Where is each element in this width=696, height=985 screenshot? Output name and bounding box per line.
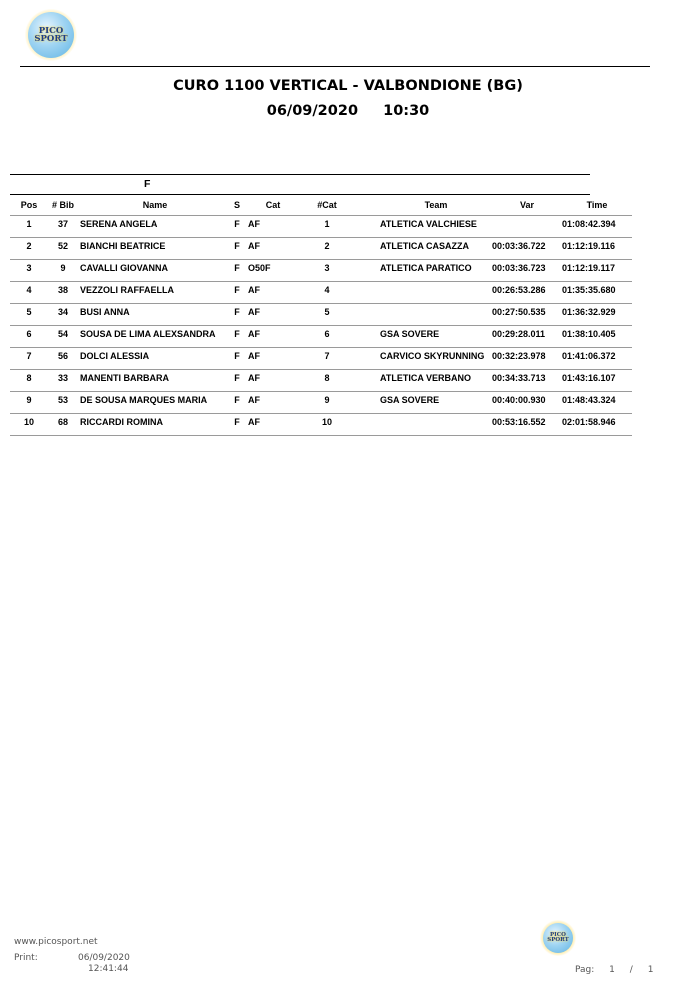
cell-var: 00:32:23.978 — [492, 351, 546, 361]
cell-sex: F — [234, 219, 240, 229]
table-row — [10, 392, 632, 414]
cell-pos: 8 — [26, 373, 32, 383]
cell-team: ATLETICA PARATICO — [380, 263, 472, 273]
cell-sex: F — [234, 351, 240, 361]
footer-print-label: Print: — [14, 953, 38, 963]
cell-var: 00:26:53.286 — [492, 285, 546, 295]
cell-bib: 52 — [57, 241, 68, 251]
logo-text-line2: SPORT — [34, 34, 68, 44]
cell-pos: 6 — [26, 329, 32, 339]
cell-bib: 56 — [57, 351, 68, 361]
cell-sex: F — [234, 241, 240, 251]
logo-text-line1: PICO — [38, 25, 64, 36]
cell-pos: 4 — [26, 285, 32, 295]
cell-team — [380, 304, 492, 326]
cell-pos: 7 — [26, 351, 32, 361]
col-header-pos: Pos — [20, 200, 38, 210]
cell-cat: AF — [248, 373, 260, 383]
logo-small-text-line1: PICO — [550, 931, 566, 938]
col-header-bib: # Bib — [51, 200, 74, 210]
cell-time: 01:41:06.372 — [562, 351, 616, 361]
cell-cat: AF — [248, 241, 260, 251]
cell-pos: 10 — [23, 417, 34, 427]
cell-cat-rank: 8 — [324, 373, 330, 383]
cell-cat-rank: 9 — [324, 395, 330, 405]
cell-sex: F — [234, 395, 240, 405]
cell-cat-rank: 6 — [324, 329, 330, 339]
page-separator: / — [629, 965, 633, 975]
cell-var: 00:03:36.722 — [492, 241, 546, 251]
table-row — [10, 348, 632, 370]
cell-pos: 2 — [26, 241, 32, 251]
cell-cat: AF — [248, 351, 260, 361]
cell-cat: AF — [248, 395, 260, 405]
cell-pos: 5 — [26, 307, 32, 317]
page-total: 1 — [647, 965, 654, 975]
cell-time: 01:35:35.680 — [562, 285, 616, 295]
cell-time: 01:12:19.117 — [562, 263, 616, 273]
picosport-logo-small — [543, 923, 573, 953]
table-row — [10, 326, 632, 348]
page-current: 1 — [609, 965, 615, 975]
cell-team: CARVICO SKYRUNNING — [380, 351, 485, 361]
cell-cat-rank: 1 — [324, 219, 330, 229]
cell-var: 00:53:16.552 — [492, 417, 546, 427]
header-divider — [20, 66, 650, 67]
cell-cat-rank: 2 — [324, 241, 330, 251]
cell-cat: O50F — [248, 263, 271, 273]
event-date: 06/09/2020 — [266, 103, 359, 119]
cell-team: ATLETICA VALCHIESE — [380, 219, 477, 229]
cell-time: 01:43:16.107 — [562, 373, 616, 383]
cell-bib: 37 — [57, 219, 68, 229]
cell-cat-rank: 10 — [321, 417, 332, 427]
cell-cat-rank: 7 — [324, 351, 330, 361]
col-header-team: Team — [424, 200, 448, 210]
cell-cat-rank: 3 — [324, 263, 330, 273]
cell-pos: 3 — [26, 263, 32, 273]
col-header-name: Name — [142, 200, 168, 210]
cell-team: ATLETICA CASAZZA — [380, 241, 469, 251]
cell-cat-rank: 5 — [324, 307, 330, 317]
cell-bib: 33 — [57, 373, 68, 383]
col-header-sex: S — [233, 200, 240, 210]
col-header-cat-rank: #Cat — [317, 200, 337, 210]
cell-sex: F — [234, 307, 240, 317]
cell-var: 00:29:28.011 — [492, 329, 546, 339]
table-header-row — [10, 195, 632, 216]
cell-team — [380, 414, 492, 436]
cell-var: 00:34:33.713 — [492, 373, 546, 383]
cell-var: 00:40:00.930 — [492, 395, 546, 405]
footer-print-date: 06/09/2020 — [78, 953, 130, 963]
table-row — [10, 238, 632, 260]
cell-cat: AF — [248, 417, 260, 427]
cell-name: RICCARDI ROMINA — [80, 417, 163, 427]
table-row — [10, 216, 632, 238]
table-row — [10, 282, 632, 304]
cell-cat: AF — [248, 285, 260, 295]
cell-pos: 1 — [26, 219, 32, 229]
results-table — [10, 195, 632, 436]
cell-name: BIANCHI BEATRICE — [80, 241, 166, 251]
cell-bib: 54 — [57, 329, 68, 339]
cell-bib: 68 — [57, 417, 68, 427]
col-header-cat: Cat — [265, 200, 281, 210]
cell-bib: 34 — [57, 307, 68, 317]
page-label: Pag: — [575, 965, 595, 975]
cell-bib: 53 — [57, 395, 68, 405]
cell-team: GSA SOVERE — [380, 395, 440, 405]
footer-print-time: 12:41:44 — [88, 964, 129, 974]
footer-website: www.picosport.net — [14, 937, 98, 947]
picosport-logo — [28, 12, 74, 58]
cell-cat-rank: 4 — [324, 285, 330, 295]
table-row — [10, 370, 632, 392]
cell-sex: F — [234, 373, 240, 383]
cell-time: 01:38:10.405 — [562, 329, 616, 339]
cell-var: 00:03:36.723 — [492, 263, 546, 273]
cell-time: 01:08:42.394 — [562, 219, 616, 229]
cell-name: DOLCI ALESSIA — [80, 351, 150, 361]
group-label: F — [144, 178, 151, 190]
cell-pos: 9 — [26, 395, 32, 405]
cell-name: MANENTI BARBARA — [80, 373, 169, 383]
table-row — [10, 260, 632, 282]
cell-team: ATLETICA VERBANO — [380, 373, 471, 383]
group-header — [10, 174, 590, 195]
cell-name: SERENA ANGELA — [80, 219, 158, 229]
cell-time: 01:36:32.929 — [562, 307, 616, 317]
cell-var: 00:27:50.535 — [492, 307, 546, 317]
cell-var — [492, 216, 562, 238]
cell-name: VEZZOLI RAFFAELLA — [80, 285, 174, 295]
event-title: CURO 1100 VERTICAL - VALBONDIONE (BG) — [173, 78, 523, 94]
cell-team: GSA SOVERE — [380, 329, 440, 339]
footer-pagination — [575, 965, 653, 975]
logo-small-text-line2: SPORT — [547, 937, 569, 943]
cell-time: 01:12:19.116 — [562, 241, 616, 251]
col-header-time: Time — [586, 200, 608, 210]
event-datetime — [0, 103, 696, 119]
cell-cat: AF — [248, 307, 260, 317]
cell-sex: F — [234, 417, 240, 427]
cell-time: 01:48:43.324 — [562, 395, 616, 405]
col-header-var: Var — [519, 200, 534, 210]
cell-cat: AF — [248, 219, 260, 229]
cell-time: 02:01:58.946 — [562, 417, 616, 427]
event-time: 10:30 — [383, 103, 430, 119]
cell-name: CAVALLI GIOVANNA — [80, 263, 168, 273]
cell-sex: F — [234, 329, 240, 339]
cell-sex: F — [234, 285, 240, 295]
cell-name: SOUSA DE LIMA ALEXSANDRA — [80, 329, 216, 339]
cell-bib: 9 — [60, 263, 66, 273]
table-row — [10, 414, 632, 436]
results-section — [10, 174, 616, 436]
cell-sex: F — [234, 263, 240, 273]
cell-name: BUSI ANNA — [80, 307, 130, 317]
cell-name: DE SOUSA MARQUES MARIA — [80, 395, 208, 405]
cell-team — [380, 282, 492, 304]
table-row — [10, 304, 632, 326]
cell-cat: AF — [248, 329, 260, 339]
cell-bib: 38 — [57, 285, 68, 295]
